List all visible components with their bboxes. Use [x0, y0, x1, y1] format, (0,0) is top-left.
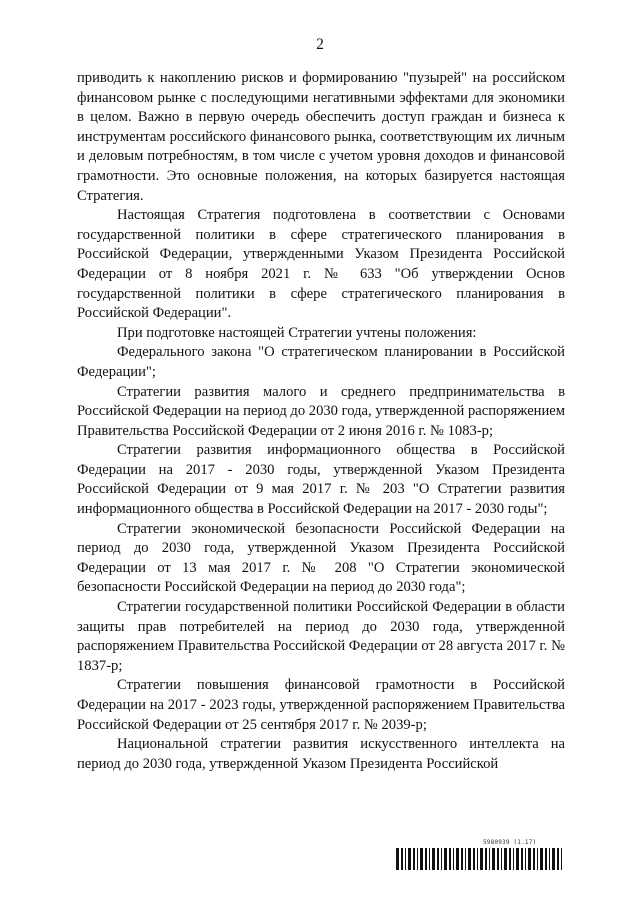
list-item-ai-strategy: Национальной стратегии развития искусственного интеллекта на период до 2030 года, утвержденной Указом Президента Российской [77, 736, 565, 772]
paragraph-intro-list: При подготовке настоящей Стратегии учтены положения: [117, 324, 477, 341]
paragraph-continuation: приводить к накоплению рисков и формированию "пузырей" на российском финансовом рынке с последующими негативными эффектами для экономики в целом. Важно в первую очередь обеспечить доступ граждан и бизнеса к инструментам российского финансового рынка, соответствующим их личным и деловым потребностям, в том числе с учетом уровня доходов и финансовой грамотности. Это основные положения, на которых базируется настоящая Стратегия. [77, 70, 565, 204]
page-number: 2 [316, 36, 324, 53]
list-item-economic-security-strategy: Стратегии экономической безопасности Российской Федерации на период до 2030 года, утвержденной Указом Президента Российской Федерации от 13 мая 2017 г. № 208 "О Стратегии экономической безопасности Российской Федерации на период до 2030 года"; [77, 520, 565, 596]
list-item-federal-law: Федерального закона "О стратегическом планировании в Российской Федерации"; [77, 344, 565, 380]
paragraph-basis: Настоящая Стратегия подготовлена в соответствии с Основами государственной политики в сфере стратегического планирования в Российской Федерации, утвержденными Указом Президента Российской Федерации от 8 ноября 2021 г. № 633 "Об утверждении Основ государственной политики в сфере стратегического планирования в Российской Федерации". [77, 207, 565, 322]
list-item-consumer-protection-strategy: Стратегии государственной политики Российской Федерации в области защиты прав потребителей на период до 2030 года, утвержденной распоряжением Правительства Российской Федерации от 28 августа 2017 г. № 1837-р; [77, 599, 565, 674]
document-stamp: 5980939 (1.17) [483, 839, 537, 846]
list-item-sme-strategy: Стратегии развития малого и среднего предпринимательства в Российской Федерации на период до 2030 года, утвержденной распоряжением Правительства Российской Федерации от 2 июня 2016 г. № 1083-р; [77, 383, 566, 439]
list-item-financial-literacy-strategy: Стратегии повышения финансовой грамотности в Российской Федерации на 2017 - 2023 годы, утвержденной распоряжением Правительства Российской Федерации от 25 сентября 2017 г. № 2039-р; [77, 677, 565, 733]
barcode [396, 848, 566, 870]
document-body [77, 69, 565, 774]
list-item-info-society-strategy: Стратегии развития информационного общества в Российской Федерации на 2017 - 2030 годы, утвержденной Указом Президента Российской Федерации от 9 мая 2017 г. № 203 "О Стратегии развития информационного общества в Российской Федерации на 2017 - 2030 годы"; [77, 442, 565, 518]
